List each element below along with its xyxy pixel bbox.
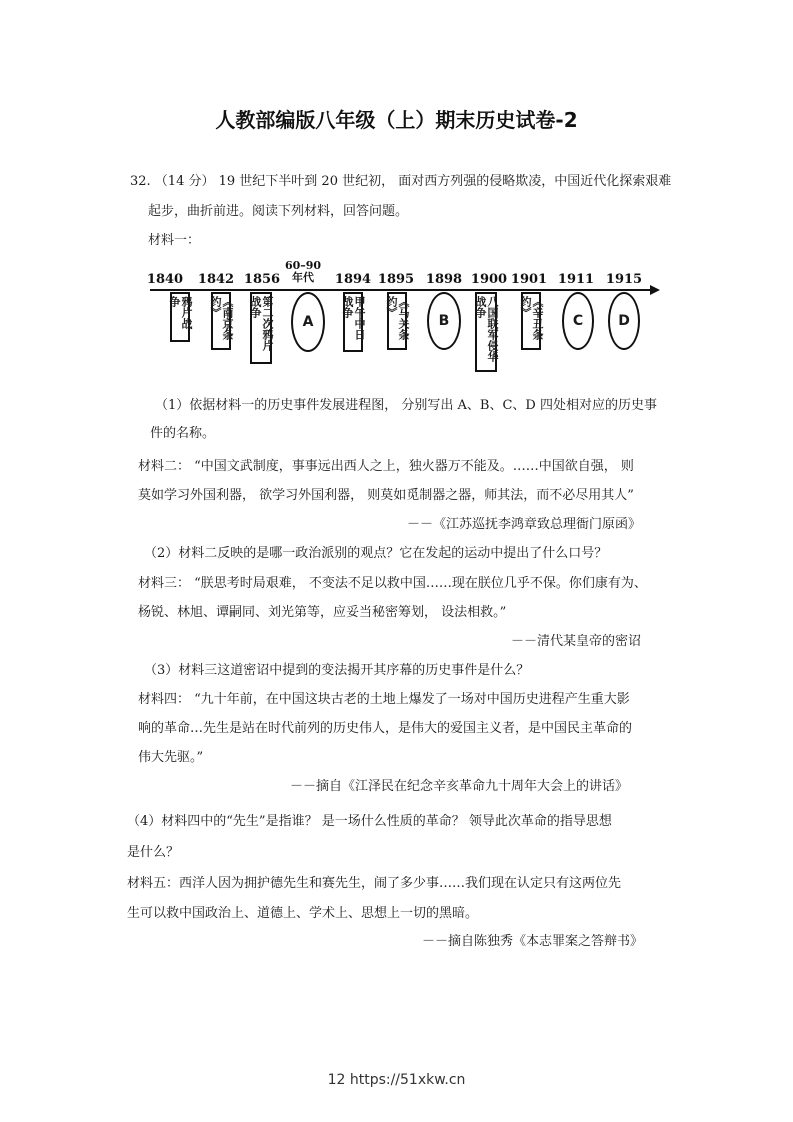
event-box-opium-war: 鸦片战争 bbox=[170, 292, 190, 342]
m4-line-2: 响的革命…先生是站在时代前列的历史伟人，是伟大的爱国主义者，是中国民主革命的 bbox=[138, 721, 633, 736]
m2-source: －－《江苏巡抚李鸿章致总理衙门原函》 bbox=[406, 517, 641, 532]
year-1894: 1894 bbox=[334, 272, 372, 287]
year-1915: 1915 bbox=[605, 272, 643, 287]
year-1911: 1911 bbox=[557, 272, 595, 287]
q1-line-2: 件的名称。 bbox=[150, 426, 216, 441]
m5-source: －－摘自陈独秀《本志罪案之答辩书》 bbox=[421, 934, 643, 949]
q4-line-2: 是什么？ bbox=[127, 845, 180, 860]
event-box-treaty-nanjing: 《南京条约》 bbox=[211, 292, 231, 350]
m4-source: －－摘自《江泽民在纪念辛亥革命九十周年大会上的讲话》 bbox=[289, 779, 628, 794]
year-1900: 1900 bbox=[470, 272, 508, 287]
m4-line-1: 材料四： “九十年前，在中国这块古老的土地上爆发了一场对中国历史进程产生重大影 bbox=[138, 692, 630, 707]
q1-line-1: （1）依据材料一的历史事件发展进程图， 分别写出 A、B、C、D 四处相对应的历史事 bbox=[155, 398, 657, 413]
oval-c: C bbox=[562, 292, 594, 350]
year-1840: 1840 bbox=[146, 272, 184, 287]
year-1901: 1901 bbox=[510, 272, 548, 287]
event-box-second-opium-war: 第二次鸦片战争 bbox=[250, 292, 272, 364]
m5-line-1: 材料五：西洋人因为拥护德先生和赛先生，闹了多少事……我们现在认定只有这两位先 bbox=[127, 876, 622, 891]
m5-line-2: 生可以救中国政治上、道德上、学术上、思想上一切的黑暗。 bbox=[127, 906, 479, 921]
event-box-sino-japanese-war: 甲午中日战争 bbox=[343, 292, 363, 352]
question-intro-line-2: 起步，曲折前进。阅读下列材料，回答问题。 bbox=[148, 204, 409, 219]
year-1898: 1898 bbox=[425, 272, 463, 287]
year-60-90 bbox=[285, 260, 321, 284]
m2-line-1: 材料二： “中国文武制度，事事远出西人之上，独火器万不能及。……中国欲自强， 则 bbox=[138, 459, 634, 474]
m2-line-2: 莫如学习外国利器， 欲学习外国利器， 则莫如觅制器之器，师其法，而不必尽用其人” bbox=[138, 488, 634, 503]
oval-d: D bbox=[608, 292, 640, 350]
m3-source: －－清代某皇帝的密诏 bbox=[510, 634, 641, 649]
oval-b: B bbox=[427, 292, 461, 350]
m4-line-3: 伟大先驱。” bbox=[138, 750, 204, 765]
year-60-90-bottom: 年代 bbox=[292, 271, 314, 284]
question-intro-line-1: 32. （14 分） 19 世纪下半叶到 20 世纪初， 面对西方列强的侵略欺凌，中国近代化探索艰难 bbox=[130, 174, 672, 189]
year-1842: 1842 bbox=[197, 272, 235, 287]
material1-label: 材料一： bbox=[148, 233, 201, 248]
event-box-boxer-protocol: 《辛丑条约》 bbox=[521, 292, 541, 350]
year-60-90-top: 60–90 bbox=[284, 259, 322, 272]
oval-a: A bbox=[291, 292, 325, 352]
page-title: 人教部编版八年级（上）期末历史试卷-2 bbox=[215, 108, 578, 132]
year-1856: 1856 bbox=[243, 272, 281, 287]
timeline-diagram bbox=[146, 259, 660, 376]
q2-text: （2）材料二反映的是哪一政治派别的观点？它在发起的运动中提出了什么口号？ bbox=[144, 546, 608, 561]
q3-text: （3）材料三这道密诏中提到的变法揭开其序幕的历史事件是什么？ bbox=[144, 663, 530, 678]
event-box-treaty-shimonoseki: 《马关条约》 bbox=[387, 292, 407, 350]
m3-line-2: 杨锐、林旭、谭嗣同、刘光第等，应妥当秘密筹划， 设法相救。” bbox=[138, 605, 507, 620]
page-footer: 12 https://51xkw.cn bbox=[327, 1072, 466, 1088]
year-1895: 1895 bbox=[377, 272, 415, 287]
event-box-eight-nation-invasion: 八国联军侵华战争 bbox=[475, 292, 497, 372]
m3-line-1: 材料三： “朕思考时局艰难， 不变法不足以救中国……现在朕位几乎不保。你们康有为、 bbox=[138, 576, 647, 591]
q4-line-1: （4）材料四中的“先生”是指谁？ 是一场什么性质的革命？ 领导此次革命的指导思想 bbox=[127, 814, 612, 829]
